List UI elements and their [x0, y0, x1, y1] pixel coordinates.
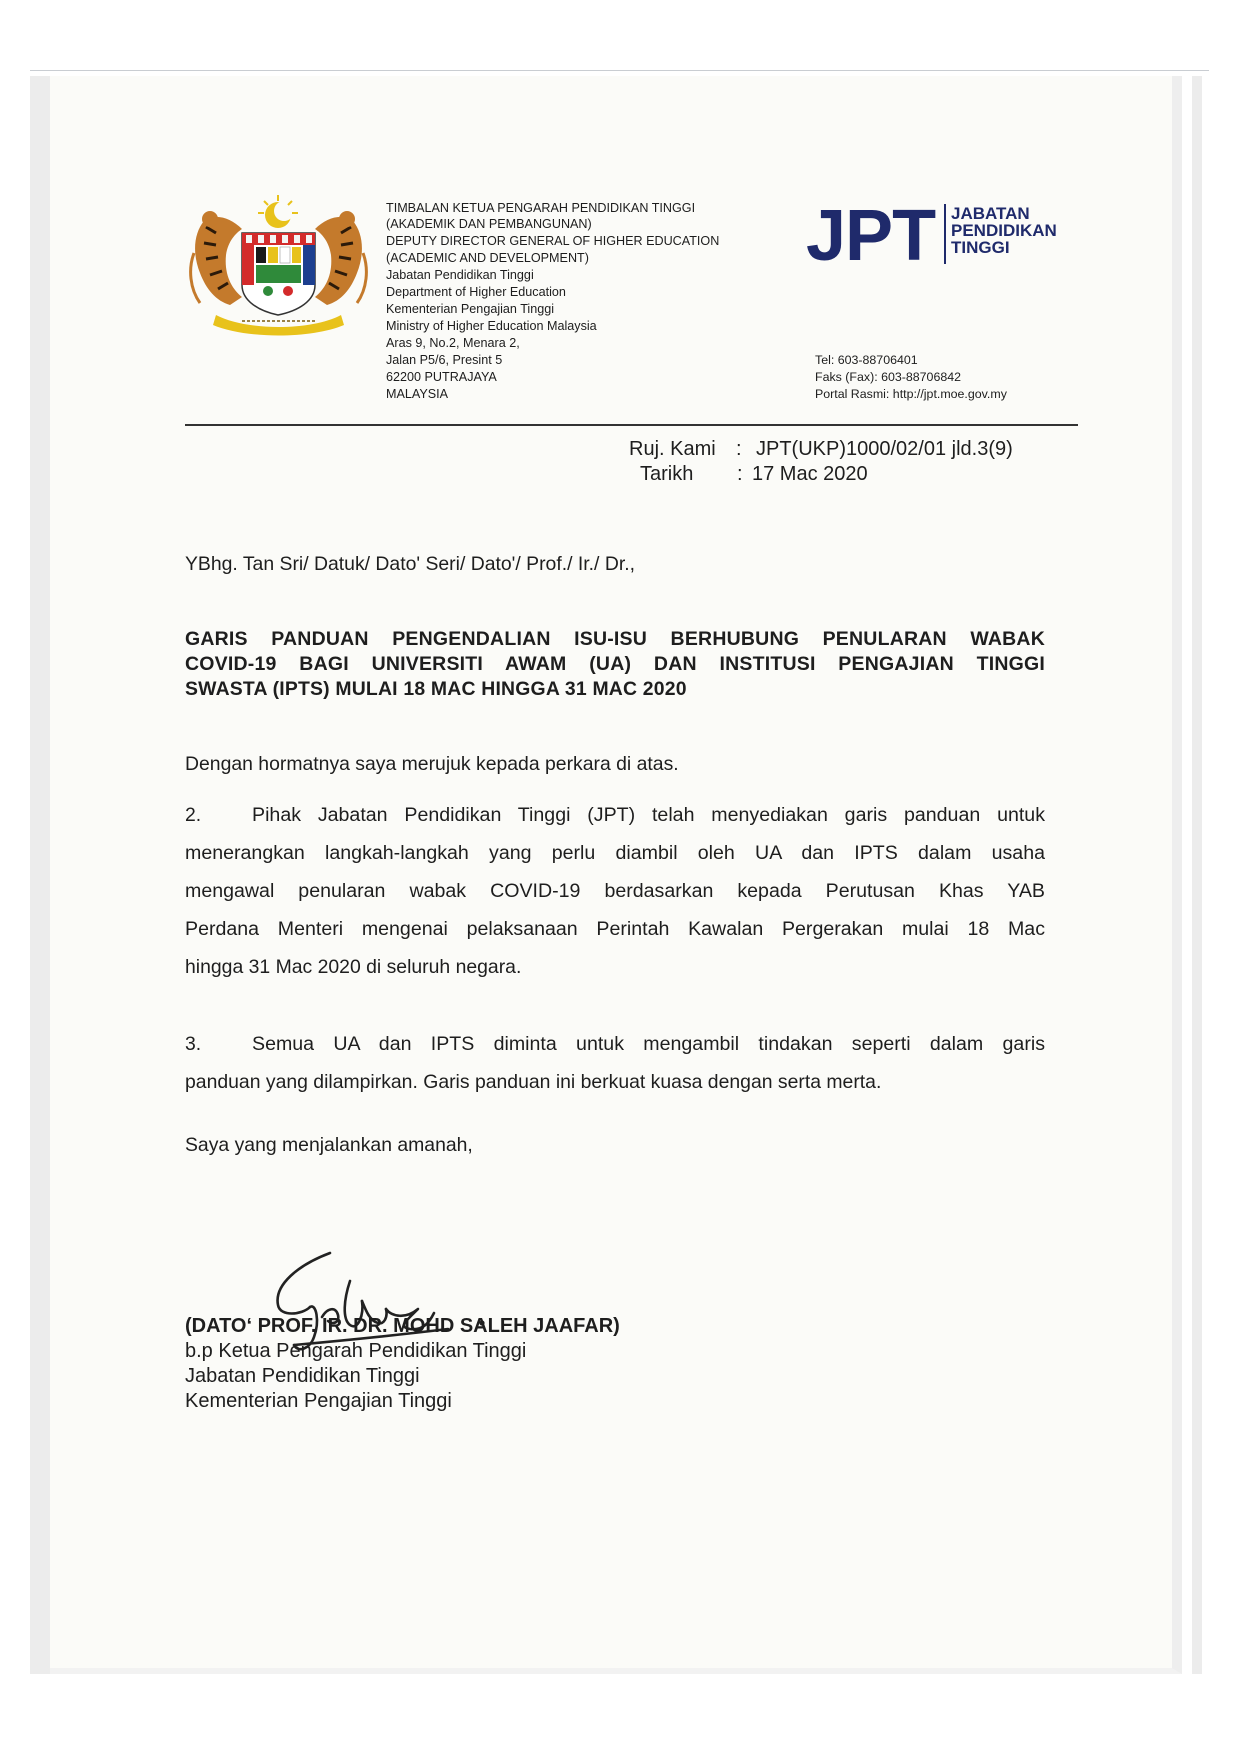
bottom-margin	[30, 1674, 1202, 1754]
letterhead-ministry-en: Ministry of Higher Education Malaysia	[386, 319, 597, 333]
signatory-department: Jabatan Pendidikan Tinggi	[185, 1365, 420, 1387]
subject-line-3: SWASTA (IPTS) MULAI 18 MAC HINGGA 31 MAC 2020	[185, 678, 687, 700]
contact-fax: Faks (Fax): 603-88706842	[815, 370, 962, 384]
salutation: YBhg. Tan Sri/ Datuk/ Dato' Seri/ Dato'/ Prof./ Ir./ Dr.,	[185, 553, 635, 575]
paragraph-3-line-1: Semua UA dan IPTS diminta untuk mengambil tindakan seperti dalam garis	[252, 1033, 1045, 1055]
date-label: Tarikh	[640, 463, 694, 485]
jpt-logo-divider	[944, 204, 946, 264]
paragraph-2-line-4: Perdana Menteri mengenai pelaksanaan Perintah Kawalan Pergerakan mulai 18 Mac	[185, 918, 1045, 940]
paragraph-2-number: 2.	[185, 804, 202, 826]
jpt-logo-words	[951, 205, 1057, 256]
paragraph-2-line-2: menerangkan langkah-langkah yang perlu diambil oleh UA dan IPTS dalam usaha	[185, 842, 1045, 864]
signatory-name: (DATO‘ PROF. IR. DR. MOHD SALEH JAAFAR)	[185, 1315, 620, 1337]
subject-line-2: COVID-19 BAGI UNIVERSITI AWAM (UA) DAN INSTITUSI PENGAJIAN TINGGI	[185, 653, 1045, 675]
paragraph-2-line-5: hingga 31 Mac 2020 di seluruh negara.	[185, 956, 522, 978]
letterhead-ministry: Kementerian Pengajian Tinggi	[386, 302, 555, 316]
paragraph-2-line-3: mengawal penularan wabak COVID-19 berdasarkan kepada Perutusan Khas YAB	[185, 880, 1045, 902]
address-line-2: Jalan P5/6, Presint 5	[386, 353, 503, 367]
coat-of-arms-icon	[186, 193, 371, 339]
ref-colon: :	[736, 438, 742, 460]
contact-tel: Tel: 603-88706401	[815, 353, 918, 367]
letterhead-department: Jabatan Pendidikan Tinggi	[386, 268, 534, 282]
opening-line: Dengan hormatnya saya merujuk kepada perkara di atas.	[185, 753, 679, 775]
date-colon: :	[737, 463, 743, 485]
closing-line: Saya yang menjalankan amanah,	[185, 1134, 473, 1156]
left-margin-bar	[30, 76, 50, 1674]
letterhead-subtitle-en: (ACADEMIC AND DEVELOPMENT)	[386, 251, 589, 265]
jpt-logo-word-2: PENDIDIKAN	[951, 221, 1057, 240]
paragraph-3-number: 3.	[185, 1033, 202, 1055]
jpt-logo-word-1: JABATAN	[951, 204, 1030, 223]
jpt-logo-word-3: TINGGI	[951, 238, 1010, 257]
date-value: 17 Mac 2020	[752, 463, 868, 485]
subject-line-1: GARIS PANDUAN PENGENDALIAN ISU-ISU BERHUBUNG PENULARAN WABAK	[185, 628, 1045, 650]
address-line-4: MALAYSIA	[386, 387, 449, 401]
address-line-3: 62200 PUTRAJAYA	[386, 370, 497, 384]
top-edge-line	[30, 70, 1209, 71]
letterhead-title-en: DEPUTY DIRECTOR GENERAL OF HIGHER EDUCATION	[386, 234, 720, 248]
letterhead-title: TIMBALAN KETUA PENGARAH PENDIDIKAN TINGGI	[386, 201, 696, 215]
address-line-1: Aras 9, No.2, Menara 2,	[386, 336, 520, 350]
jpt-logo-letters: JPT	[806, 196, 936, 276]
paragraph-2-line-1: Pihak Jabatan Pendidikan Tinggi (JPT) telah menyediakan garis panduan untuk	[252, 804, 1045, 826]
signatory-ministry: Kementerian Pengajian Tinggi	[185, 1390, 452, 1412]
ref-value: JPT(UKP)1000/02/01 jld.3(9)	[756, 438, 1013, 460]
letterhead-department-en: Department of Higher Education	[386, 285, 566, 299]
letterhead-subtitle: (AKADEMIK DAN PEMBANGUNAN)	[386, 217, 592, 231]
paragraph-3-line-2: panduan yang dilampirkan. Garis panduan ini berkuat kuasa dengan serta merta.	[185, 1071, 882, 1093]
right-margin-bar	[1192, 76, 1202, 1674]
jpt-logo	[806, 196, 1057, 276]
ref-label: Ruj. Kami	[629, 438, 716, 460]
letterhead-divider	[185, 424, 1078, 426]
signatory-position: b.p Ketua Pengarah Pendidikan Tinggi	[185, 1340, 527, 1362]
contact-portal: Portal Rasmi: http://jpt.moe.gov.my	[815, 387, 1007, 401]
